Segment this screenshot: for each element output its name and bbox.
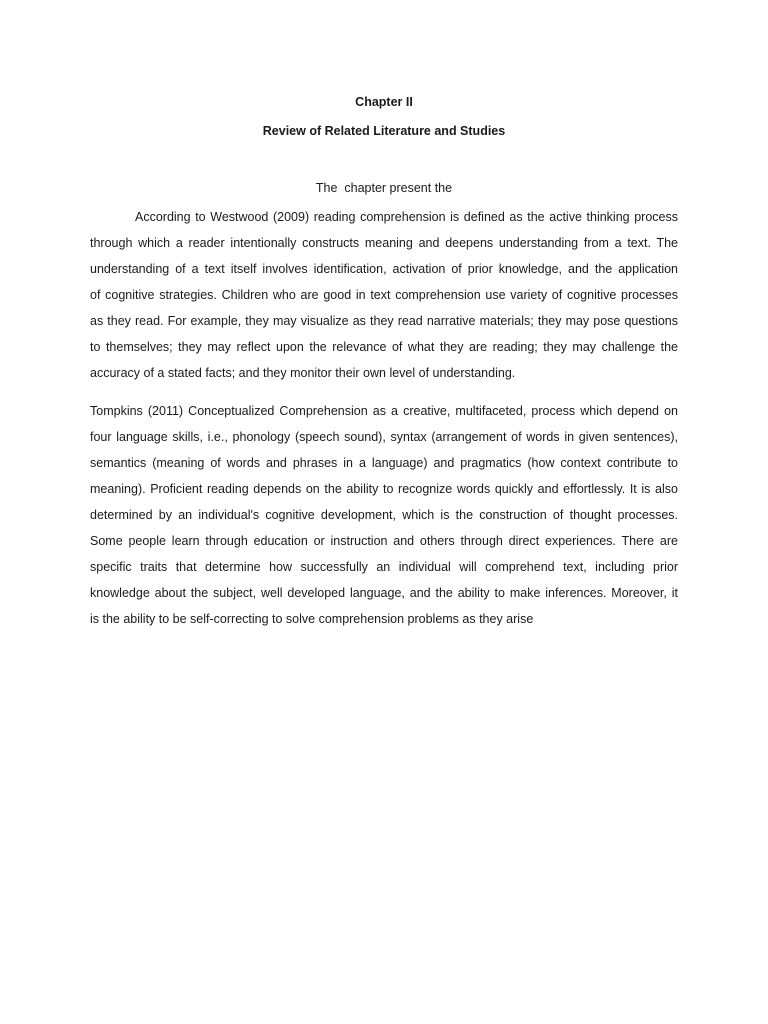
paragraph-line: is the ability to be self-correcting to solve comprehension problems as they arise (90, 612, 534, 626)
paragraph-line: semantics (meaning of words and phrases in a language) and pragmatics (how context contribute to (90, 456, 678, 470)
paragraph-line: specific traits that determine how successfully an individual will comprehend text, including prior (90, 560, 678, 574)
paragraph-line: understanding of a text itself involves identification, activation of prior knowledge, and the application (90, 262, 678, 276)
paragraph-line: as they read. For example, they may visualize as they read narrative materials; they may pose questions (90, 314, 678, 328)
paragraph-tompkins (90, 402, 678, 636)
paragraph-line: to themselves; they may reflect upon the relevance of what they are reading; they may challenge the (90, 340, 678, 354)
paragraph-line: through which a reader intentionally constructs meaning and deepens understanding from a text. The (90, 236, 678, 250)
paragraph-line: According to Westwood (2009) reading comprehension is defined as the active thinking process (135, 210, 678, 224)
paragraph-line: accuracy of a stated facts; and they monitor their own level of understanding. (90, 366, 516, 380)
paragraph-line: four language skills, i.e., phonology (speech sound), syntax (arrangement of words in given sentences), (90, 430, 678, 444)
paragraph-line: Some people learn through education or instruction and others through direct experiences. There are (90, 534, 678, 548)
paragraph-line: of cognitive strategies. Children who are good in text comprehension use variety of cognitive processes (90, 288, 678, 302)
paragraph-line: knowledge about the subject, well developed language, and the ability to make inferences. Moreover, it (90, 586, 678, 600)
paragraph-line: meaning). Proficient reading depends on the ability to recognize words quickly and effortlessly. It is also (90, 482, 678, 496)
paragraph-line: Tompkins (2011) Conceptualized Comprehension as a creative, multifaceted, process which depend on (90, 404, 678, 418)
section-title: Review of Related Literature and Studies (262, 124, 506, 138)
paragraph-line: determined by an individual's cognitive development, which is the construction of thought processes. (90, 508, 678, 522)
chapter-title: Chapter II (355, 95, 413, 109)
intro-line: The chapter present the (315, 181, 453, 195)
paragraph-westwood (90, 208, 678, 390)
